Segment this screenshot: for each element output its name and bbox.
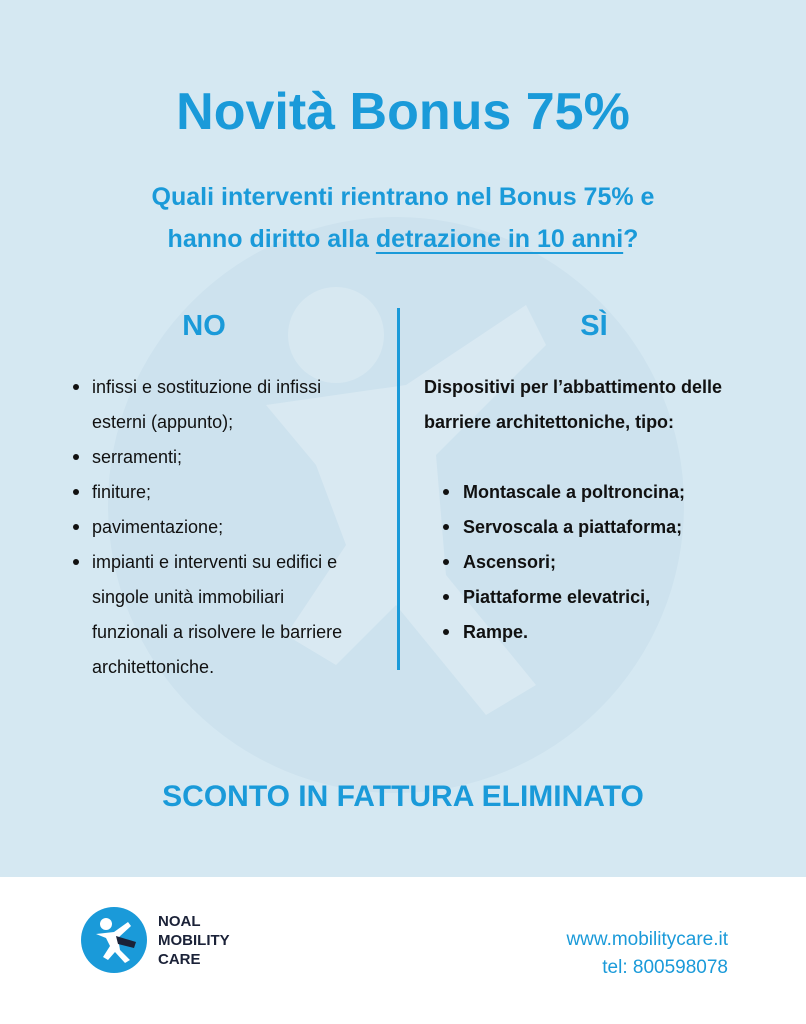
list-item: infissi e sostituzione di infissi esterni (appunto); <box>70 370 360 440</box>
list-item: serramenti; <box>70 440 360 475</box>
logo-text <box>158 912 230 969</box>
subtitle-line-2-post: ? <box>623 225 639 253</box>
page-title: Novità Bonus 75% <box>176 83 630 141</box>
list-item: finiture; <box>70 475 360 510</box>
contact-info <box>566 926 728 982</box>
subtitle-line-2-pre: hanno diritto alla <box>167 225 376 253</box>
subtitle-underlined-text: detrazione in 10 anni <box>375 225 624 253</box>
list-item: Rampe. <box>440 615 740 650</box>
no-list <box>70 370 360 685</box>
list-item: Servoscala a piattaforma; <box>440 510 740 545</box>
list-item: Ascensori; <box>440 545 740 580</box>
subtitle-line-1: Quali interventi rientrano nel Bonus 75% e <box>151 183 655 211</box>
list-item: impianti e interventi su edifici e singole unità immobiliari funzionali a risolvere le barriere architettoniche. <box>70 545 360 685</box>
logo-line-1: NOAL <box>158 913 201 930</box>
logo-line-2: MOBILITY <box>158 932 230 949</box>
no-column-heading: NO <box>182 310 226 342</box>
si-column-heading: SÌ <box>580 310 608 342</box>
noal-mobility-care-logo-icon <box>80 906 148 974</box>
website-link[interactable]: www.mobilitycare.it <box>566 929 728 950</box>
list-item: Montascale a poltroncina; <box>440 475 740 510</box>
phone-number[interactable]: tel: 800598078 <box>602 957 728 978</box>
discount-eliminated-note: SCONTO IN FATTURA ELIMINATO <box>162 780 644 813</box>
list-item: Piattaforme elevatrici, <box>440 580 740 615</box>
si-list <box>440 475 740 650</box>
list-item: pavimentazione; <box>70 510 360 545</box>
column-divider <box>397 308 400 670</box>
logo-line-3: CARE <box>158 951 201 968</box>
si-intro-text: Dispositivi per l’abbattimento delle barriere architettoniche, tipo: <box>424 377 723 432</box>
subtitle <box>60 176 746 260</box>
